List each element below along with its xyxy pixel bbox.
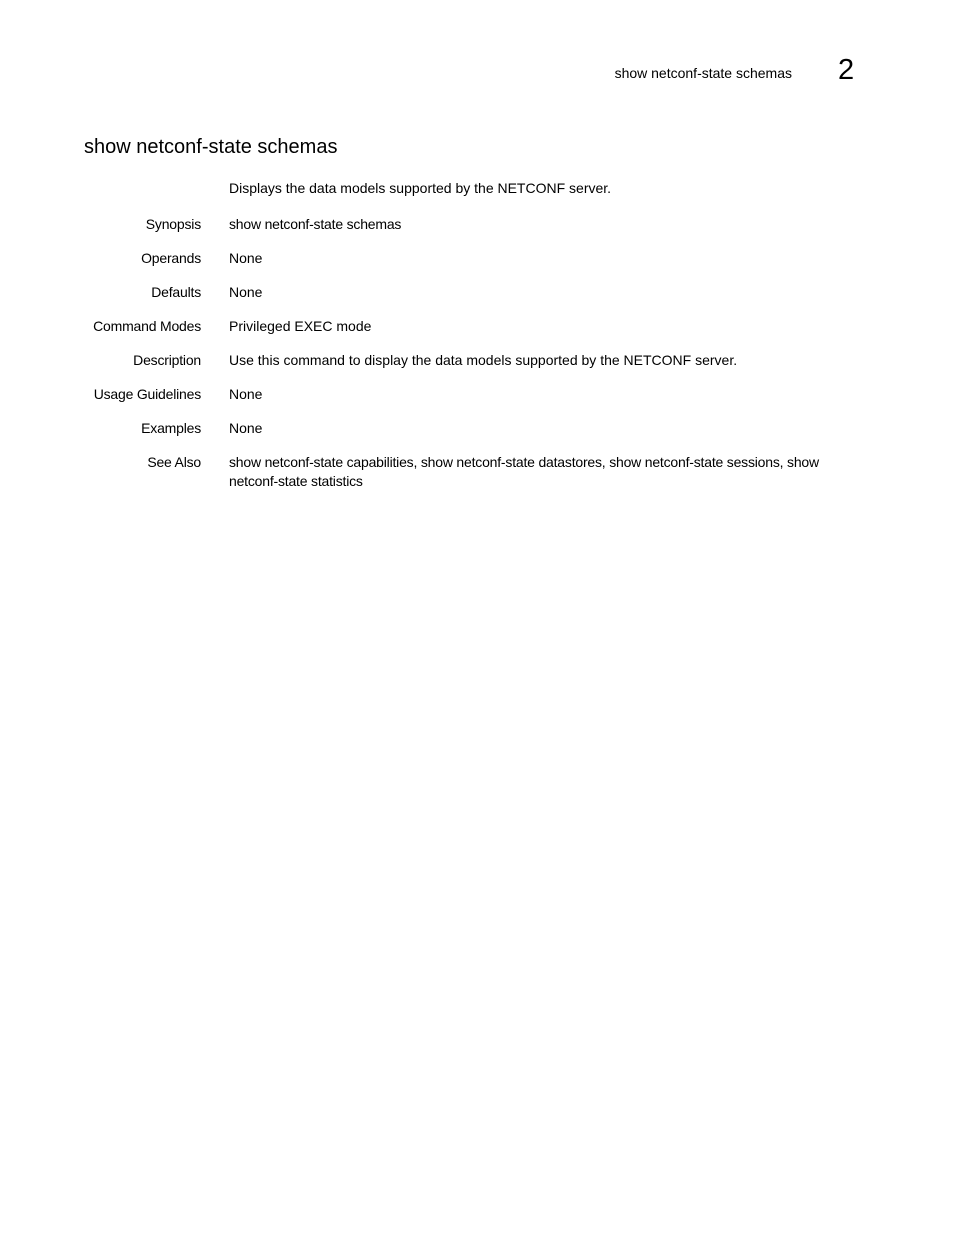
entry-command-modes — [60, 317, 860, 336]
entry-label-defaults: Defaults — [151, 284, 201, 300]
entry-label-see-also: See Also — [147, 454, 201, 470]
entry-value-synopsis: show netconf-state schemas — [229, 216, 402, 232]
entry-label-synopsis: Synopsis — [145, 216, 201, 232]
chapter-number: 2 — [838, 54, 855, 86]
entry-label-usage-guidelines: Usage Guidelines — [93, 386, 201, 402]
page-title: show netconf-state schemas — [84, 136, 338, 158]
entry-label-operands: Operands — [141, 250, 201, 266]
entry-examples — [60, 419, 860, 438]
entry-defaults — [60, 283, 860, 302]
entry-value-defaults: None — [229, 284, 263, 300]
command-summary: Displays the data models supported by the NETCONF server. — [229, 180, 612, 196]
entry-label-examples: Examples — [141, 420, 201, 436]
entry-operands — [60, 249, 860, 268]
entry-value-examples: None — [229, 420, 263, 436]
entry-synopsis — [60, 215, 860, 234]
entry-label-description: Description — [133, 352, 201, 368]
entry-usage-guidelines — [60, 385, 860, 404]
entry-see-also — [60, 453, 860, 491]
entry-label-command-modes: Command Modes — [93, 318, 201, 334]
command-reference-entries — [60, 215, 860, 506]
entry-value-usage-guidelines: None — [229, 386, 263, 402]
entry-value-operands: None — [229, 250, 263, 266]
entry-value-see-also: show netconf-state capabilities, show netconf-state datastores, show netconf-state sessions, show netconf-state statistics — [229, 454, 819, 489]
entry-description — [60, 351, 860, 370]
running-header: show netconf-state schemas — [614, 65, 792, 81]
entry-value-description: Use this command to display the data models supported by the NETCONF server. — [229, 352, 738, 368]
entry-value-command-modes: Privileged EXEC mode — [229, 318, 372, 334]
